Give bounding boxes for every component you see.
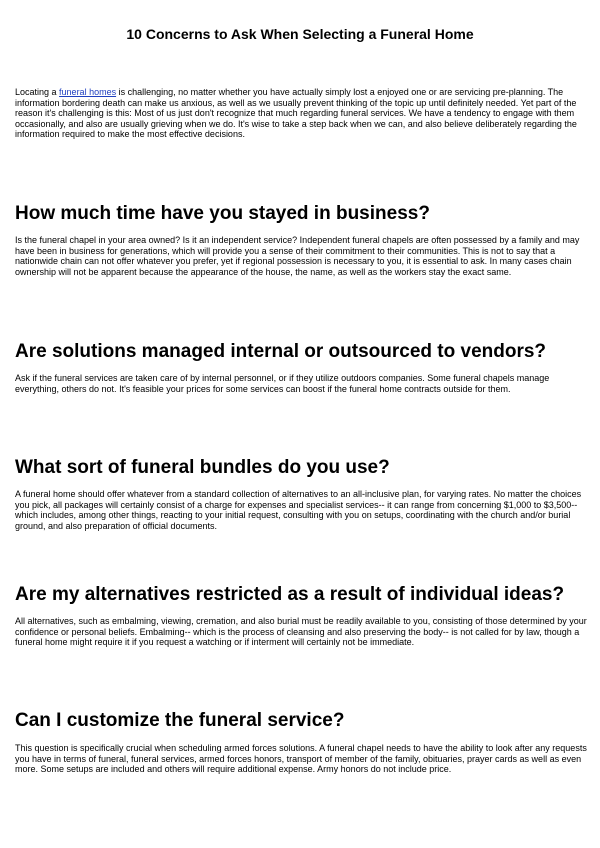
intro-prefix: Locating a (15, 87, 60, 97)
section-heading-business-time: How much time have you stayed in business? (15, 203, 430, 224)
section-body-funeral-bundles: A funeral home should offer whatever from a standard collection of alternatives to an all-inclusive plan, for varying rates. No matter the choices you pick, all packages will certainly consist of a charge for expenses and specialist services-- it can range from concerning $1,000 to $3,500-- which includes, among other things, reacting to your initial request, consulting with you on setups, coordinating with the church and/or burial ground, and also preparation of official documents. (15, 489, 582, 531)
section-body-restricted-alternatives: All alternatives, such as embalming, viewing, cremation, and also burial must be readily available to you, consisting of those determined by your confidence or personal beliefs. Embalming-- which is the process of cleansing and also preserving the body-- is not called for by law, though a funeral home might require it if you request a watching or if interment will certainly not be immediate. (15, 616, 587, 647)
intro-suffix: is challenging, no matter whether you have actually simply lost a enjoyed one or are servicing pre-planning. The information bordering death can make us anxious, as well as we usually prevent thinking of the topic up until definitely needed. Yet part of the reason it's challenging is this: Most of us just don't recognize that much regarding funeral services. We have a tendency to engage with them occasionally, and also are usually grieving when we do. It's wise to take a step back when we can, and also believe deliberately regarding the information required to make the most effective decisions. (15, 87, 577, 139)
section-heading-funeral-bundles: What sort of funeral bundles do you use? (15, 457, 390, 478)
intro-paragraph (15, 87, 587, 140)
section-body-customize-service: This question is specifically crucial when scheduling armed forces solutions. A funeral chapel needs to have the ability to look after any requests you have in terms of funeral, funeral services, armed forces honors, transport of member of the family, obituaries, prayer cards as well as even more. Some setups are included and others will require additional expense. Army honors do not include price. (15, 743, 587, 774)
section-heading-customize-service: Can I customize the funeral service? (15, 710, 345, 731)
section-heading-internal-outsourced: Are solutions managed internal or outsourced to vendors? (15, 341, 547, 362)
section-heading-restricted-alternatives: Are my alternatives restricted as a result of individual ideas? (15, 584, 565, 605)
funeral-homes-link[interactable]: funeral homes (59, 87, 117, 97)
section-body-business-time: Is the funeral chapel in your area owned? Is it an independent service? Independent funeral chapels are often possessed by a family and may have been in business for generations, which will provide you a sense of their commitment to their communities. This is not to say that a nationwide chain can not offer whatever you prefer, yet if regional possession is necessary to you, it is essential to ask. In many cases chain ownership will not be apparent because the appearance of the house, the name, as well as the workers stay the exact same. (15, 235, 580, 277)
section-body-internal-outsourced: Ask if the funeral services are taken care of by internal personnel, or if they utilize outdoors companies. Some funeral chapels manage everything, others do not. It's feasible your prices for some services can boost if the funeral home contracts outside for them. (15, 373, 550, 394)
document-title: 10 Concerns to Ask When Selecting a Funeral Home (126, 26, 474, 42)
